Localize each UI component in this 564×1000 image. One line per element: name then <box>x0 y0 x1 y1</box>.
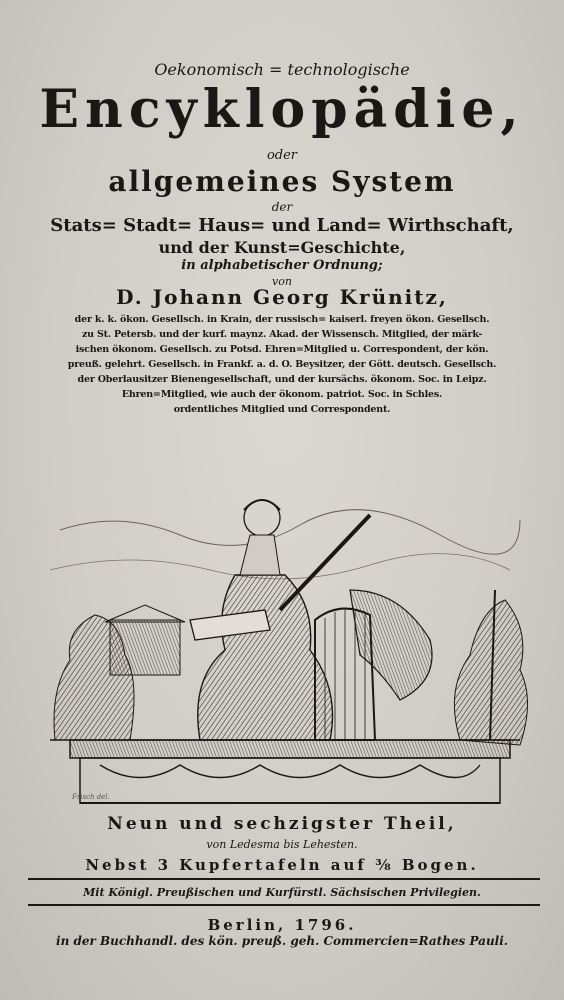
subtitle-order: in alphabetischer Ordnung; <box>181 258 383 273</box>
author-name: D. Johann Georg Krünitz, <box>116 285 448 309</box>
volume-range: von Ledesma bis Lehesten. <box>206 838 358 851</box>
article-der: der <box>271 200 293 214</box>
subtitle-wirthschaft: Stats= Stadt= Haus= und Land= Wirthschaft, <box>50 215 514 236</box>
publisher-line: in der Buchhandl. des kön. preuß. geh. Commercien=Rathes Pauli. <box>56 934 508 948</box>
author-description-line: der k. k. ökon. Gesellsch. in Krain, der russisch= kaiserl. freyen ökon. Gesellsch. <box>74 314 490 325</box>
privilege-note: Mit Königl. Preußischen und Kurfürstl. Sächsischen Privilegien. <box>83 886 481 899</box>
main-title: Encyklopädie, <box>39 79 525 140</box>
author-description-line: Ehren=Mitglied, wie auch der ökonom. patriot. Soc. in Schles. <box>121 389 443 400</box>
subtitle-kunst: und der Kunst=Geschichte, <box>158 238 406 257</box>
city-year: Berlin, 1796. <box>207 916 357 934</box>
author-description-line: preuß. gelehrt. Gesellsch. in Frankf. a. d. O. Beysitzer, der Gött. deutsch. Gesellsch. <box>67 359 497 370</box>
divider-rule <box>28 904 540 906</box>
allegorical-figure-engraving <box>40 440 530 840</box>
author-description-line: ischen ökonom. Gesellsch. zu Potsd. Ehren=Mitglied u. Correspondent, der kön. <box>75 344 489 355</box>
plates-note: Nebst 3 Kupfertafeln auf ⅜ Bogen. <box>85 856 479 874</box>
author-description-line: der Oberlausitzer Bienengesellschaft, und der kursächs. ökonom. Soc. in Leipz. <box>77 374 487 385</box>
engraver-signature: Frisch del. <box>72 793 110 801</box>
conjunction-oder: oder <box>266 148 298 163</box>
subtitle-top: Oekonomisch = technologische <box>154 60 410 79</box>
author-description-line: zu St. Petersb. und der kurf. maynz. Akad. der Wissensch. Mitglied, der märk- <box>81 329 483 340</box>
subtitle-system: allgemeines System <box>108 165 456 198</box>
divider-rule <box>28 878 540 880</box>
author-description-line: ordentliches Mitglied und Correspondent. <box>173 404 391 415</box>
by-von: von <box>272 275 292 288</box>
volume-number: Neun und sechzigster Theil, <box>107 814 457 834</box>
